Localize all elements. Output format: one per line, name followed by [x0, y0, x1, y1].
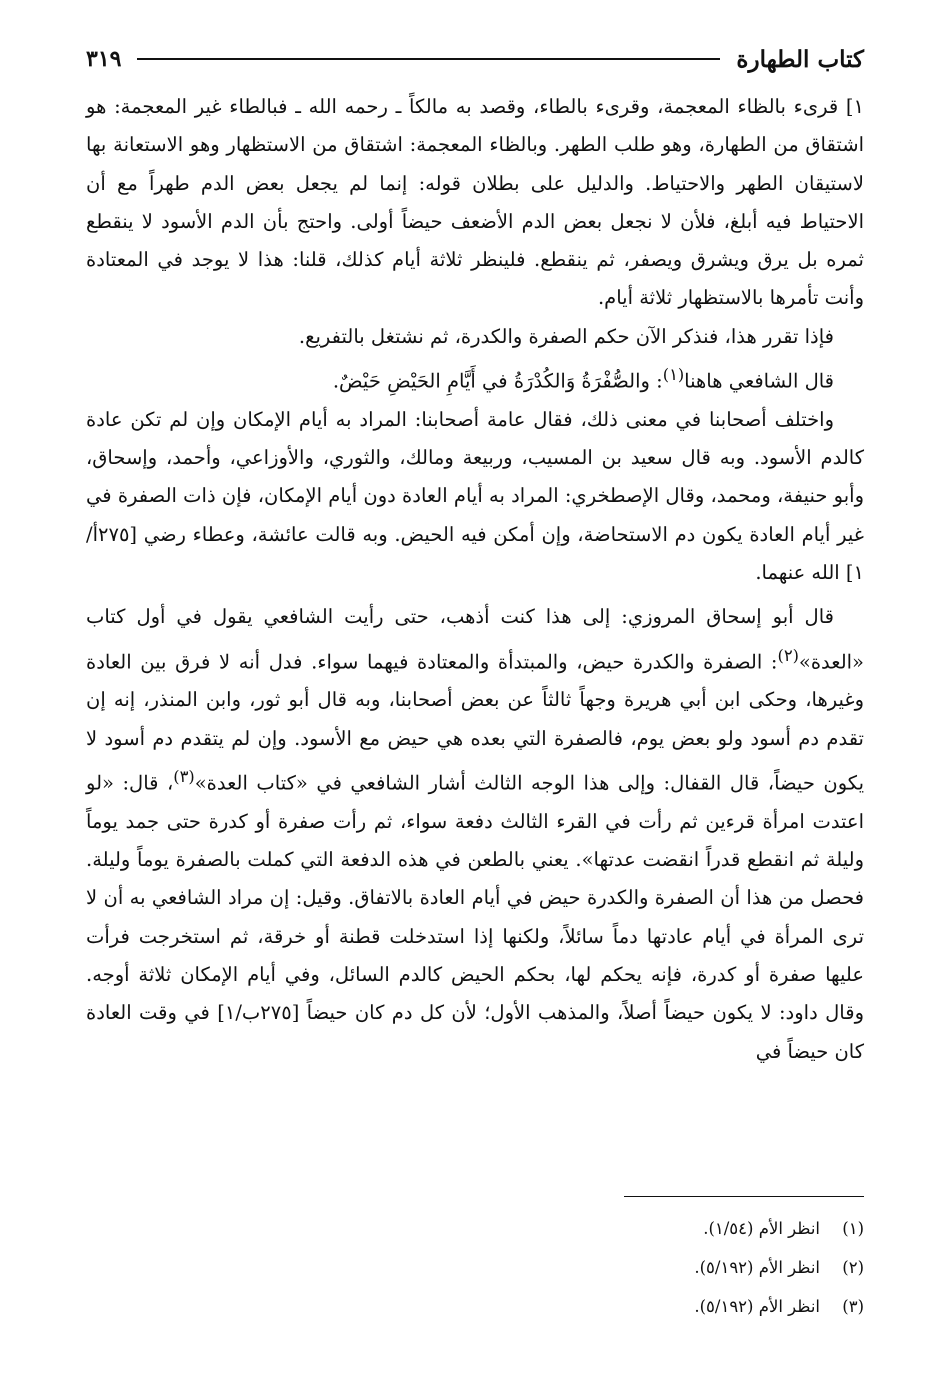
page-header — [86, 44, 864, 74]
paragraph-5 — [86, 598, 864, 1071]
footnote-text: انظر الأم (١/٥٤). — [703, 1219, 820, 1238]
page-number: ٣١٩ — [86, 46, 122, 72]
footnote-ref-3: (٣) — [173, 767, 195, 787]
footnote-separator — [624, 1196, 864, 1197]
footnote-ref-2: (٢) — [777, 645, 799, 665]
footnote-2 — [86, 1248, 864, 1287]
footnote-3 — [86, 1287, 864, 1326]
p5-part-c: ، قال: «لو اعتدت امرأة قرءين ثم رأت في القرء الثالث دفعة سواء، ثم رأت صفرة أو كدرة حتى جمد يوماً وليلة ثم انقطع قدراً انقضت عدتها». يعني بالطعن في هذه الدفعة التي كملت بالصفرة يوماً وليلة. فحصل من هذا أن الصفرة والكدرة حيض في أيام العادة بالاتفاق. وقيل: إن مراد الشافعي به أن لا ترى المرأة في أيام عادتها دماً سائلاً، ولكنها إذا استدخلت قطنة أو خرقة، ثم استخرجت فرأت عليها صفرة أو كدرة، فإنه يحكم لها، بحكم الحيض كالدم السائل، وفي أيام الإمكان ثلاثة أوجه. وقال داود: لا يكون حيضاً أصلاً، والمذهب الأول؛ لأن كل دم كان حيضاً [٢٧٥ب/١] في وقت العادة كان حيضاً في — [86, 771, 864, 1063]
paragraph-4: واختلف أصحابنا في معنى ذلك، فقال عامة أصحابنا: المراد به أيام الإمكان وإن لم تكن عادة كالدم الأسود. وبه قال سعيد بن المسيب، وربيعة ومالك، والثوري، والأوزاعي، وأحمد، وإسحاق، وأبو حنيفة، ومحمد، وقال الإصطخري: المراد به أيام العادة دون أيام الإمكان، فإن ذات الصفرة في غير أيام العادة يكون دم الاستحاضة، وإن أمكن فيه الحيض. وبه قالت عائشة، وعطاء رضي [٢٧٥أ/١] الله عنهما. — [86, 407, 864, 585]
footnote-1 — [86, 1209, 864, 1248]
paragraph-1: ١] قرىء بالظاء المعجمة، وقرىء بالطاء، وقصد به مالكاً ـ رحمه الله ـ فبالطاء غير المعجمة: هو اشتقاق من الطهارة، وهو طلب الطهر. وبالظاء المعجمة: اشتقاق من الاستظهار وهو الاستعانة بها لاستيقان الطهر والاحتياط. والدليل على بطلان قوله: إنما لم يجعل بعض الدم طهراً مع أن الاحتياط فيه أبلغ، فلأن لا نجعل بعض الدم الأضعف حيضاً أولى. واحتج بأن الدم الأسود لا ينقطع ثمره بل يرق ويشرق ويصفر، ثم ينقطع. فلينظر ثلاثة أيام كذلك، قلنا: هذا لا يوجد في المعتادة وأنت تأمرها بالاستظهار ثلاثة أيام. — [86, 95, 864, 310]
footnote-number: (٢) — [842, 1258, 864, 1277]
footnote-text: انظر الأم (٥/١٩٢). — [694, 1297, 820, 1316]
paragraph-2: فإذا تقرر هذا، فنذكر الآن حكم الصفرة والكدرة، ثم نشتغل بالتفريع. — [298, 324, 834, 348]
footnote-number: (١) — [842, 1219, 864, 1238]
footnotes — [86, 1209, 864, 1326]
p5-part-a: قال أبو إسحاق المروزي: إلى هذا كنت أذهب، حتى رأيت الشافعي يقول في أول كتاب «العدة» — [86, 605, 864, 674]
footnote-text: انظر الأم (٥/١٩٢). — [694, 1258, 820, 1277]
running-title: كتاب الطهارة — [736, 45, 864, 73]
header-rule — [137, 58, 720, 60]
paragraph-3 — [86, 356, 864, 401]
p3-text: : والصُّفْرَةُ وَالكُدْرَةُ في أَيَّامِ الحَيْضِ حَيْضٌ. — [332, 369, 663, 393]
footnote-number: (٣) — [842, 1297, 864, 1316]
footnote-ref-1: (١) — [662, 365, 685, 385]
p5-part-b: : الصفرة والكدرة حيض، والمبتدأة والمعتادة فيهما سواء. فدل أنه لا فرق بين العادة وغيرها، وحكى ابن أبي هريرة وجهاً ثالثاً عن بعض أصحابنا، وبه قال أبو ثور، وابن المنذر، إنه إن تقدم دم أسود ولو بعض يوم، فالصفرة التي بعده هي حيض مع الأسود. وإن لم يتقدم دم أسود لا يكون حيضاً، قال القفال: وإلى هذا الوجه الثالث أشار الشافعي في «كتاب العدة» — [86, 650, 864, 795]
main-text — [86, 88, 864, 1071]
p3-intro: قال الشافعي هاهنا — [684, 369, 834, 393]
